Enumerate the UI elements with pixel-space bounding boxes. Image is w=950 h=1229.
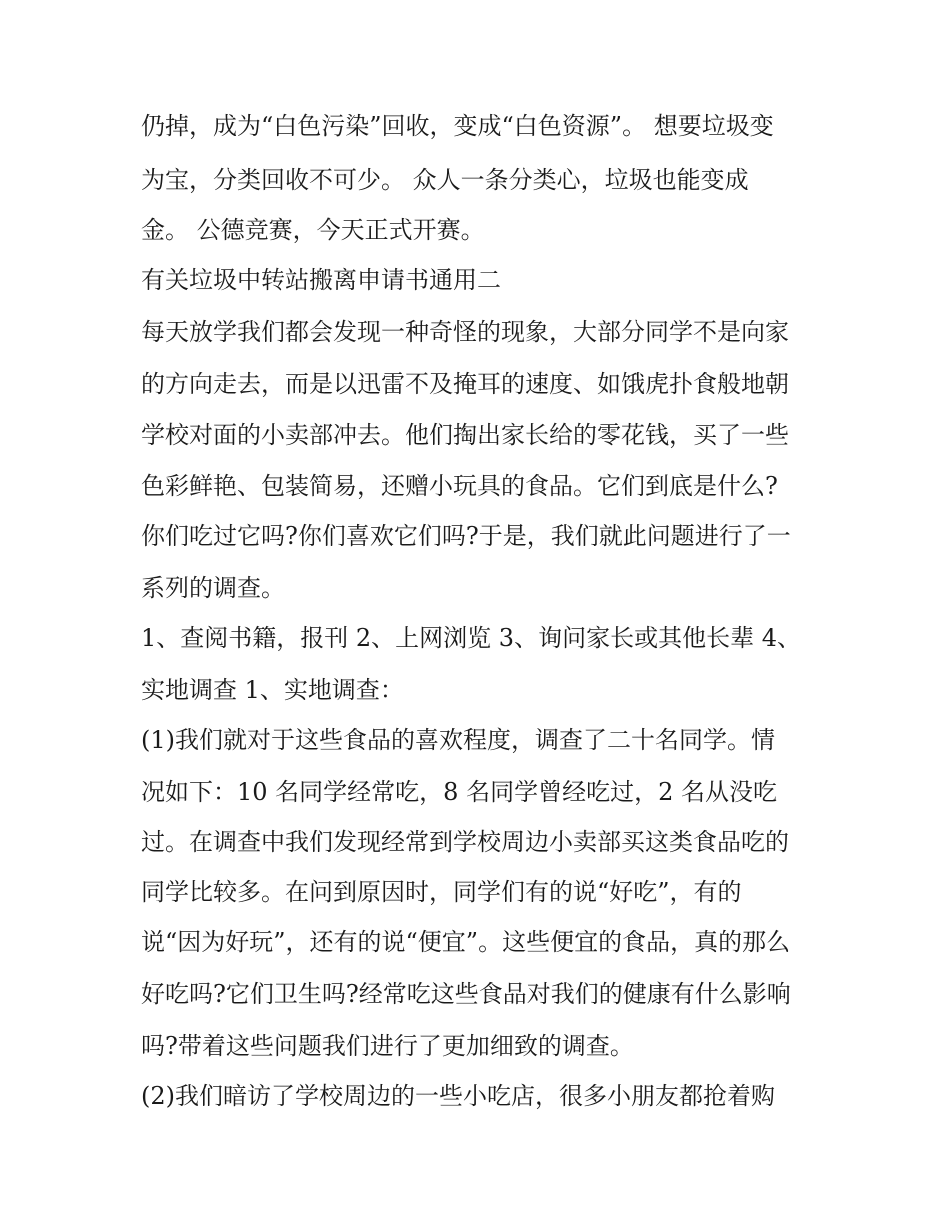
text-line: 学校对面的小卖部冲去。他们掏出家长给的零花钱，买了一些 [141,421,789,449]
section-heading: 有关垃圾中转站搬离申请书通用二 [141,266,501,294]
text-line: 1、查阅书籍，报刊 2、上网浏览 3、询问家长或其他长辈 4、 [141,624,801,652]
text-line: 说“因为好玩”，还有的说“便宜”。这些便宜的食品，真的那么 [141,928,791,956]
text-line: 实地调查 1、实地调查： [141,676,404,704]
text-line: (1)我们就对于这些食品的喜欢程度，调查了二十名同学。情 [141,726,775,754]
text-line: (2)我们暗访了学校周边的一些小吃店，很多小朋友都抢着购 [141,1082,775,1110]
text-line: 好吃吗?它们卫生吗?经常吃这些食品对我们的健康有什么影响 [141,980,791,1008]
text-line: 况如下：10 名同学经常吃，8 名同学曾经吃过，2 名从没吃 [141,778,777,806]
text-line: 色彩鲜艳、包装简易，还赠小玩具的食品。它们到底是什么? [141,472,778,500]
text-line: 吗?带着这些问题我们进行了更加细致的调查。 [141,1032,634,1060]
text-line: 为宝，分类回收不可少。 众人一条分类心，垃圾也能变成 [141,166,749,194]
text-line: 金。 公德竞赛，今天正式开赛。 [141,216,485,244]
text-line: 过。在调查中我们发现经常到学校周边小卖部买这类食品吃的 [141,828,789,856]
text-line: 的方向走去，而是以迅雷不及掩耳的速度、如饿虎扑食般地朝 [141,370,789,398]
text-line: 每天放学我们都会发现一种奇怪的现象，大部分同学不是向家 [141,318,789,346]
text-line: 仍掉，成为“白色污染”回收，变成“白色资源”。 想要垃圾变 [141,112,774,140]
text-line: 同学比较多。在问到原因时，同学们有的说“好吃”，有的 [141,878,742,906]
text-line: 系列的调查。 [141,574,285,602]
text-line: 你们吃过它吗?你们喜欢它们吗?于是，我们就此问题进行了一 [141,522,791,550]
